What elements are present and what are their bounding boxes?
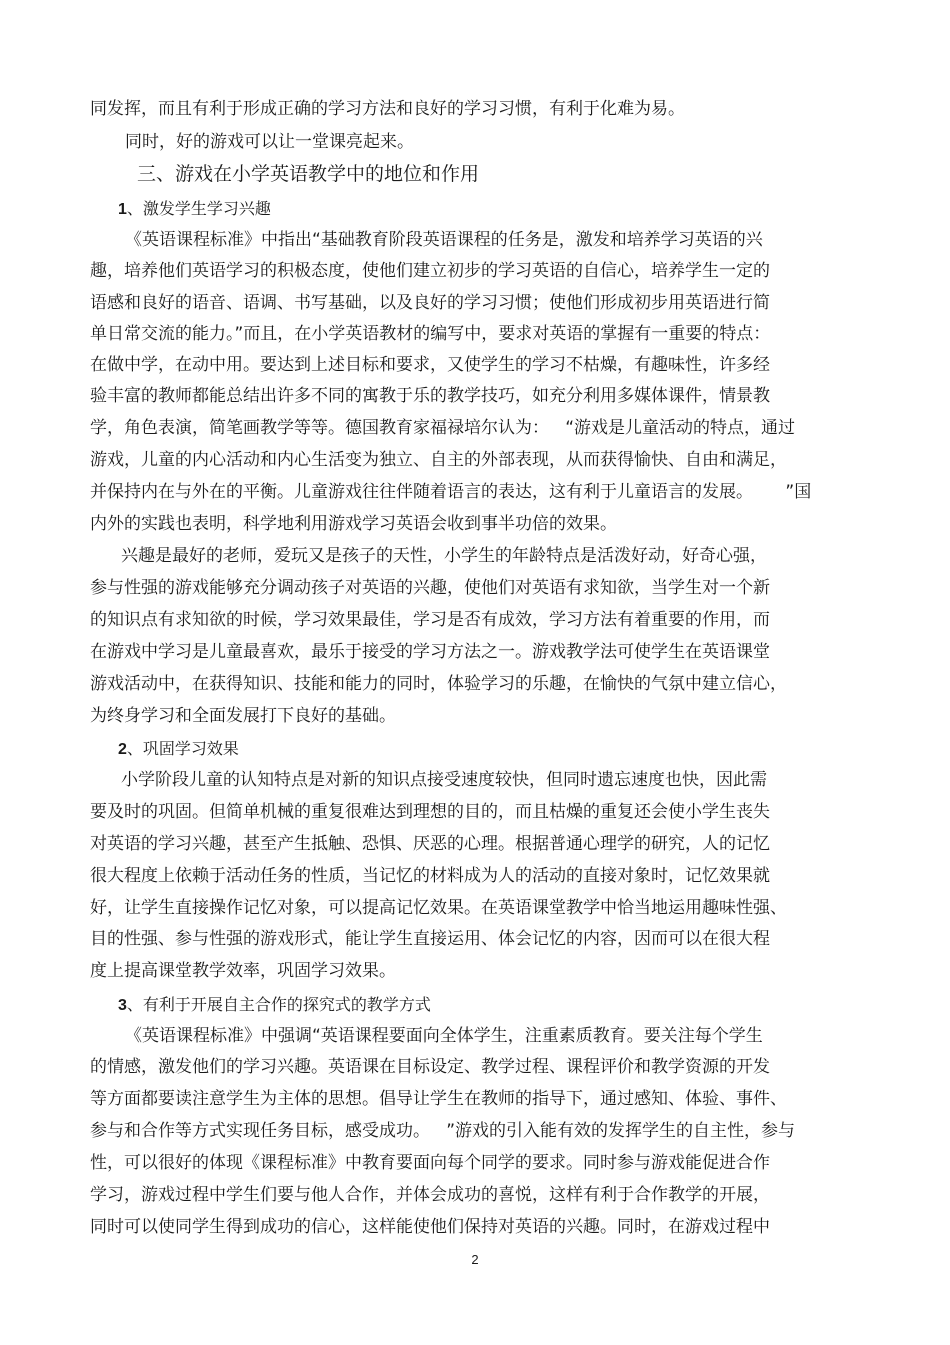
subsection-heading: 1、激发学生学习兴趣 [118, 199, 271, 218]
text-line: 并保持内在与外在的平衡。儿童游戏往往伴随着语言的表达，这有利于儿童语言的发展。 ”国 [90, 482, 812, 502]
subsection-heading: 3、有利于开展自主合作的探究式的教学方式 [118, 995, 431, 1014]
text-line: 很大程度上依赖于活动任务的性质，当记忆的材料成为人的活动的直接对象时，记忆效果就 [90, 866, 770, 886]
text-line: 要及时的巩固。但简单机械的重复很难达到理想的目的，而且枯燥的重复还会使小学生丧失 [90, 802, 770, 822]
text-line: 同发挥，而且有利于形成正确的学习方法和良好的学习习惯，有利于化难为易。 [90, 99, 685, 119]
text-line: 验丰富的教师都能总结出许多不同的寓教于乐的教学技巧，如充分利用多媒体课件，情景教 [90, 386, 770, 406]
text-line: 在做中学，在动中用。要达到上述目标和要求，又使学生的学习不枯燥，有趣味性，许多经 [90, 355, 770, 375]
section-heading: 三、游戏在小学英语教学中的地位和作用 [137, 163, 480, 185]
text-line: 为终身学习和全面发展打下良好的基础。 [90, 706, 396, 726]
text-line: 学，角色表演，简笔画教学等等。德国教育家福禄培尔认为： “游戏是儿童活动的特点，通过 [90, 418, 796, 438]
text-line: 的知识点有求知欲的时候，学习效果最佳，学习是否有成效，学习方法有着重要的作用，而 [90, 610, 770, 630]
text-line: 趣，培养他们英语学习的积极态度，使他们建立初步的学习英语的自信心，培养学生一定的 [90, 261, 770, 281]
text-line: 参与性强的游戏能够充分调动孩子对英语的兴趣，使他们对英语有求知欲，当学生对一个新 [90, 578, 770, 598]
text-line: 游戏活动中，在获得知识、技能和能力的同时，体验学习的乐趣，在愉快的气氛中建立信心， [90, 674, 787, 694]
text-line: 《英语课程标准》中强调“英语课程要面向全体学生，注重素质教育。要关注每个学生 [125, 1026, 763, 1046]
text-line: 同时，好的游戏可以让一堂课亮起来。 [125, 132, 414, 152]
text-line: 小学阶段儿童的认知特点是对新的知识点接受速度较快，但同时遗忘速度也快，因此需 [121, 770, 767, 790]
text-line: 单日常交流的能力。”而且，在小学英语教材的编写中，要求对英语的掌握有一重要的特点： [90, 324, 771, 344]
text-line: 《英语课程标准》中指出“基础教育阶段英语课程的任务是，激发和培养学习英语的兴 [125, 230, 763, 250]
text-line: 对英语的学习兴趣，甚至产生抵触、恐惧、厌恶的心理。根据普通心理学的研究，人的记忆 [90, 834, 770, 854]
text-line: 目的性强、参与性强的游戏形式，能让学生直接运用、体会记忆的内容，因而可以在很大程 [90, 929, 770, 949]
text-line: 等方面都要读注意学生为主体的思想。倡导让学生在教师的指导下，通过感知、体验、事件、 [90, 1089, 787, 1109]
text-line: 同时可以使同学生得到成功的信心，这样能使他们保持对英语的兴趣。同时，在游戏过程中 [90, 1217, 770, 1237]
text-line: 语感和良好的语音、语调、书写基础，以及良好的学习习惯；使他们形成初步用英语进行简 [90, 293, 770, 313]
text-line: 在游戏中学习是儿童最喜欢，最乐于接受的学习方法之一。游戏教学法可使学生在英语课堂 [90, 642, 770, 662]
text-line: 学习，游戏过程中学生们要与他人合作，并体会成功的喜悦，这样有利于合作教学的开展， [90, 1185, 770, 1205]
text-line: 好，让学生直接操作记忆对象，可以提高记忆效果。在英语课堂教学中恰当地运用趣味性强、 [90, 898, 787, 918]
text-line: 度上提高课堂教学效率，巩固学习效果。 [90, 961, 396, 981]
page-number: 2 [471, 1252, 479, 1267]
text-line: 的情感，激发他们的学习兴趣。英语课在目标设定、教学过程、课程评价和教学资源的开发 [90, 1057, 770, 1077]
text-line: 参与和合作等方式实现任务目标，感受成功。 ”游戏的引入能有效的发挥学生的自主性，参与 [90, 1121, 796, 1141]
text-line: 兴趣是最好的老师，爱玩又是孩子的天性，小学生的年龄特点是活泼好动，好奇心强， [121, 546, 767, 566]
text-line: 游戏，儿童的内心活动和内心生活变为独立、自主的外部表现，从而获得愉快、自由和满足， [90, 450, 787, 470]
text-line: 内外的实践也表明，科学地利用游戏学习英语会收到事半功倍的效果。 [90, 514, 617, 534]
text-line: 性，可以很好的体现《课程标准》中教育要面向每个同学的要求。同时参与游戏能促进合作 [90, 1153, 770, 1173]
subsection-heading: 2、巩固学习效果 [118, 739, 239, 758]
